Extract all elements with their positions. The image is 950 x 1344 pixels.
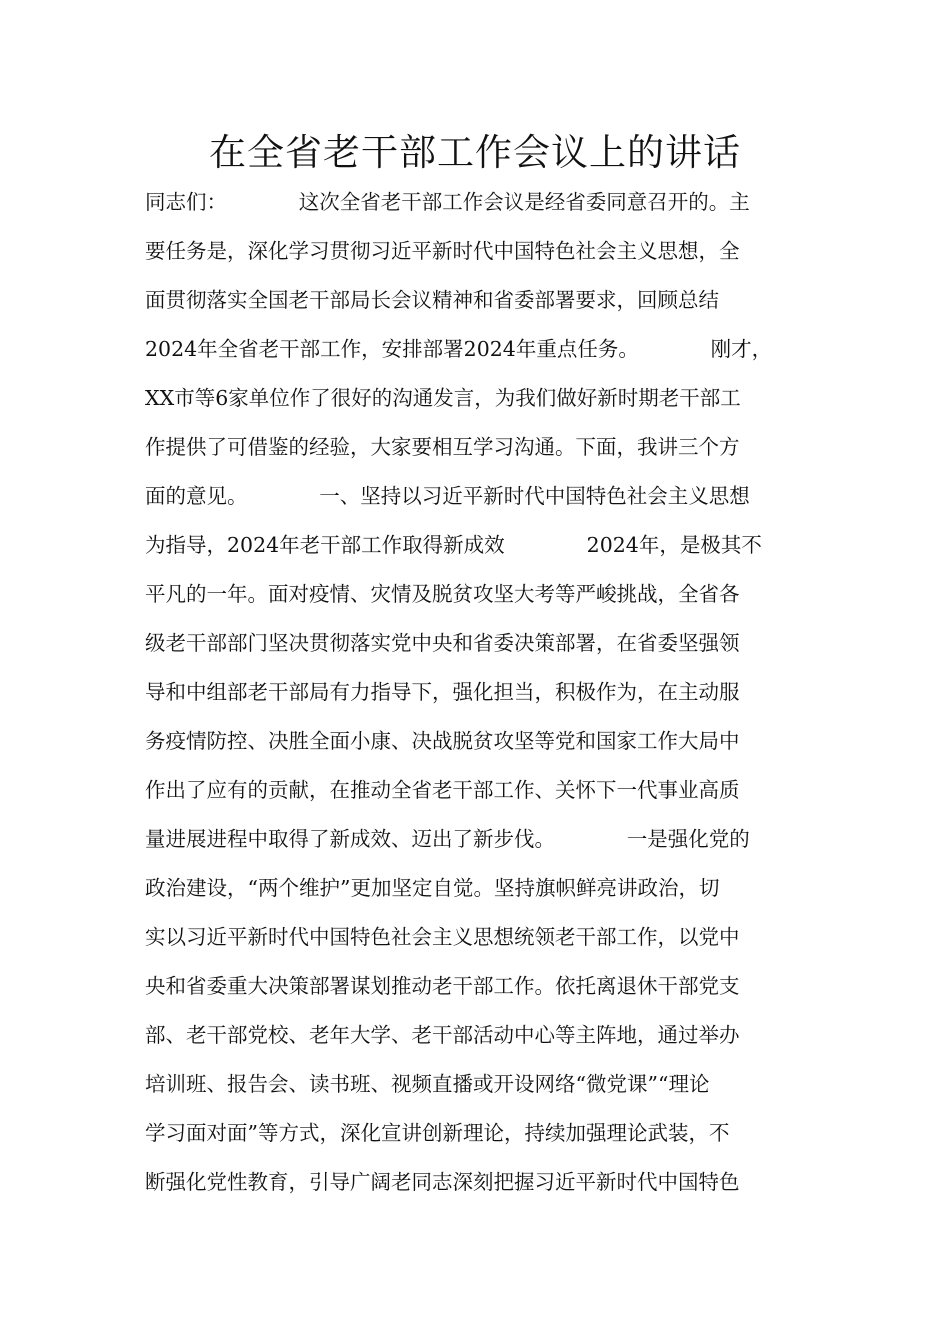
body-line: 学习面对面”等方式，深化宣讲创新理论，持续加强理论武装，不	[145, 1121, 730, 1145]
document-title: 在全省老干部工作会议上的讲话	[209, 131, 741, 174]
body-line: 断强化党性教育，引导广阔老同志深刻把握习近平新时代中国特色	[145, 1170, 740, 1194]
body-line: 平凡的一年。面对疫情、灾情及脱贫攻坚大考等严峻挑战，全省各	[145, 582, 740, 606]
body-line: XX市等6家单位作了很好的沟通发言，为我们做好新时期老干部工	[145, 386, 741, 410]
body-line: 为指导，2024年老干部工作取得新成效 2024年，是极其不	[145, 533, 762, 557]
body-line: 同志们： 这次全省老干部工作会议是经省委同意召开的。主	[145, 190, 750, 214]
body-line: 作出了应有的贡献，在推动全省老干部工作、关怀下一代事业高质	[145, 778, 740, 802]
body-line: 作提供了可借鉴的经验，大家要相互学习沟通。下面，我讲三个方	[145, 435, 740, 459]
body-line: 要任务是，深化学习贯彻习近平新时代中国特色社会主义思想，全	[145, 239, 740, 263]
body-line: 务疫情防控、决胜全面小康、决战脱贫攻坚等党和国家工作大局中	[145, 729, 740, 753]
body-line: 导和中组部老干部局有力指导下，强化担当，积极作为，在主动服	[145, 680, 740, 704]
body-line: 实以习近平新时代中国特色社会主义思想统领老干部工作，以党中	[145, 925, 740, 949]
body-line: 面贯彻落实全国老干部局长会议精神和省委部署要求，回顾总结	[145, 288, 719, 312]
body-line: 2024年全省老干部工作，安排部署2024年重点任务。 刚才，	[145, 337, 773, 361]
body-line: 央和省委重大决策部署谋划推动老干部工作。依托离退休干部党支	[145, 974, 740, 998]
body-line: 量进展进程中取得了新成效、迈出了新步伐。 一是强化党的	[145, 827, 750, 851]
body-line: 政治建设，“两个维护”更加坚定自觉。坚持旗帜鲜亮讲政治，切	[145, 876, 720, 900]
document-body	[145, 178, 815, 1207]
body-line: 级老干部部门坚决贯彻落实党中央和省委决策部署，在省委坚强领	[145, 631, 740, 655]
body-line: 面的意见。 一、坚持以习近平新时代中国特色社会主义思想	[145, 484, 750, 508]
body-line: 培训班、报告会、读书班、视频直播或开设网络“微党课”“理论	[145, 1072, 710, 1096]
body-line: 部、老干部党校、老年大学、老干部活动中心等主阵地，通过举办	[145, 1023, 740, 1047]
